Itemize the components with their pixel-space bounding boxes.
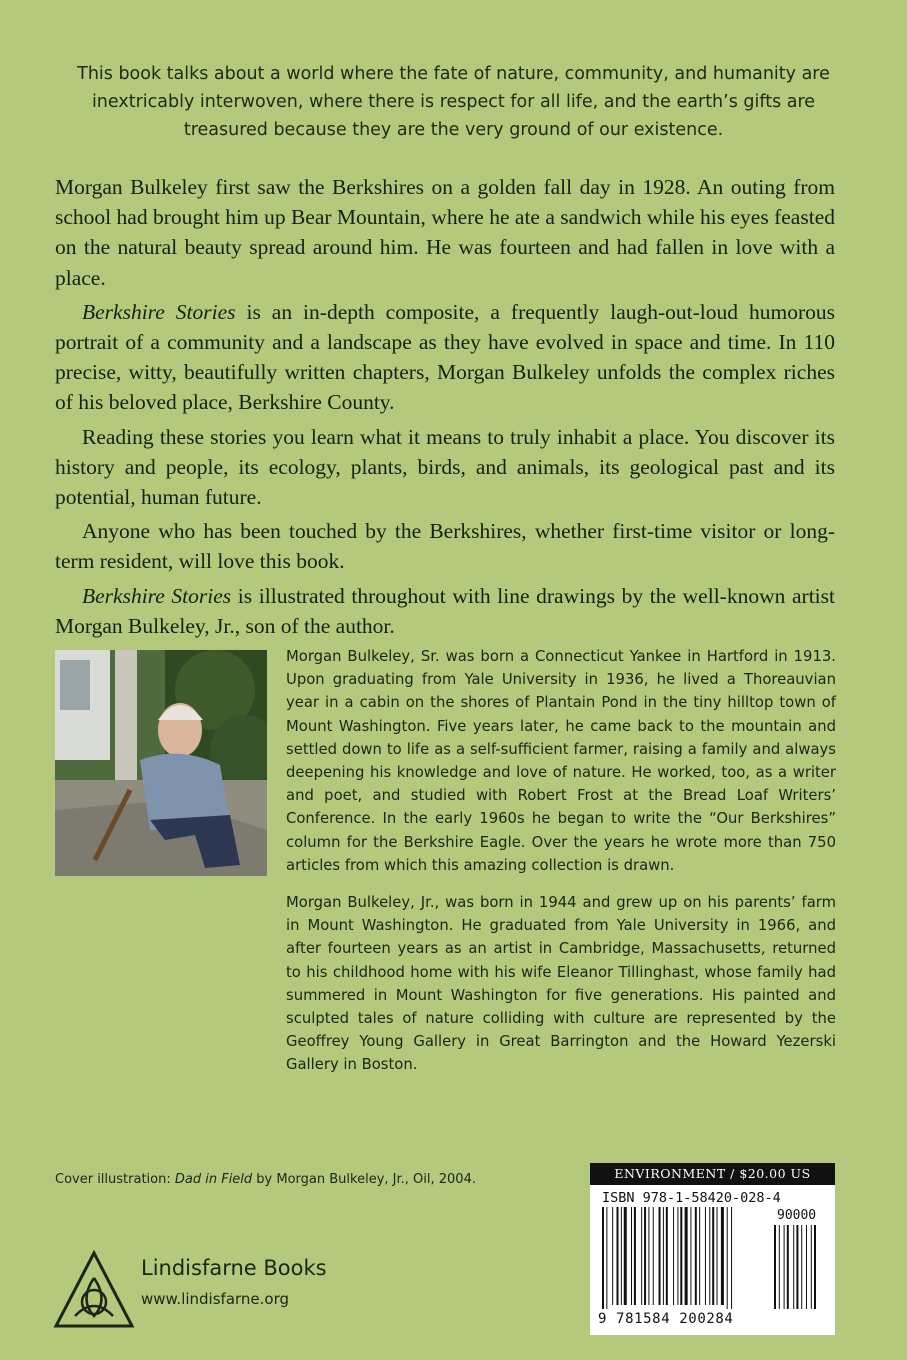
barcode-bar	[793, 1225, 794, 1309]
barcode-bar	[673, 1207, 674, 1305]
barcode-bar	[695, 1207, 697, 1305]
description-paragraph-3: Reading these stories you learn what it means to truly inhabit a place. You discover its history and people, its ecology, plants, birds, and animals, its geological past and its potential, human future.	[55, 424, 835, 510]
price-addon-code: 90000	[777, 1208, 817, 1223]
book-title: Berkshire Stories	[82, 299, 236, 324]
barcode-bar	[784, 1225, 785, 1309]
paragraph-text: is illustrated throughout with line drawings by the well-known artist Morgan Bulkeley, Jr., son of the author.	[55, 583, 835, 638]
barcode-bar	[631, 1207, 632, 1305]
barcode-bar	[663, 1207, 664, 1305]
barcode-bar	[641, 1207, 642, 1305]
barcode-bar	[659, 1207, 661, 1305]
description-paragraph-1: Morgan Bulkeley first saw the Berkshires on a golden fall day in 1928. An outing from school had brought him up Bear Mountain, where he ate a sandwich while his eyes feasted on the natural beauty spread around him. He was fourteen and had fallen in love with a place.	[55, 175, 835, 290]
barcode-bar	[796, 1225, 798, 1309]
barcode-bar	[677, 1207, 678, 1305]
paragraph-text: is an in-depth composite, a frequently laugh-out-loud humorous portrait of a community and a landscape as they have evolved in space and time. In 110 precise, witty, beautifully written chapters, Morgan Bulkeley unfolds the complex riches of his beloved place, Berkshire County.	[55, 299, 835, 415]
barcode-panel	[590, 1163, 835, 1335]
barcode-bar	[712, 1207, 714, 1305]
tagline: This book talks about a world where the fate of nature, community, and humanity are inextricably interwoven, where there is respect for all life, and the earth’s gifts are treasured because they are the very ground of our existence.	[77, 64, 830, 140]
bio-senior: Morgan Bulkeley, Sr. was born a Connecticut Yankee in Hartford in 1913. Upon graduating from Yale University in 1936, he lived a Thoreauvian year in a cabin on the shores of Plantain Pond in the tiny hilltop town of Mount Washington. Five years later, he came back to the mountain and settled down to life as a self-sufficient farmer, raising a family and always deepening his knowledge and love of nature. He worked, too, as a writer and poet, and studied with Robert Frost at the Bread Loaf Writers’ Conference. In the early 1960s he began to write the “Our Berkshires” column for the Berkshire Eagle. Over the years he wrote more than 750 articles from which this amazing collection is drawn.	[286, 648, 836, 874]
barcode-bar	[685, 1207, 688, 1305]
barcode-bar	[814, 1225, 816, 1309]
description	[55, 172, 835, 645]
barcode-bar	[634, 1207, 636, 1305]
barcode-bar	[690, 1207, 691, 1305]
barcode-bar	[774, 1225, 776, 1309]
publisher-logo-icon	[53, 1250, 135, 1330]
barcode-bar	[721, 1207, 724, 1305]
description-paragraph-4: Anyone who has been touched by the Berkshires, whether first-time visitor or long-term resident, will love this book.	[55, 519, 835, 574]
barcode-bar	[806, 1225, 807, 1309]
author-bios	[286, 645, 836, 1091]
publisher-name: Lindisfarne Books	[141, 1256, 327, 1280]
barcode-bar	[666, 1207, 668, 1305]
barcode-bar	[705, 1207, 706, 1305]
barcode-bar	[779, 1225, 780, 1309]
ean-number: 9 781584 200284	[598, 1311, 734, 1327]
barcode-bar	[727, 1207, 728, 1309]
bio-junior: Morgan Bulkeley, Jr., was born in 1944 and grew up on his parents’ farm in Mount Washington. He graduated from Yale University in 1966, and after fourteen years as an artist in Cambridge, Massachusetts, returned to his childhood home with his wife Eleanor Tillinghast, whose family had summered in Mount Washington for five generations. His painted and sculpted tales of nature colliding with culture are represented by the Geoffrey Young Gallery in Great Barrington and the Howard Yezerski Gallery in Boston.	[286, 894, 836, 1074]
category-price: ENVIRONMENT / $20.00 US	[590, 1163, 835, 1185]
barcode-bar	[624, 1207, 627, 1305]
barcode-bar	[801, 1225, 802, 1309]
publisher	[53, 1250, 333, 1330]
credit-title: Dad in Field	[174, 1172, 253, 1187]
barcode-bars	[590, 1163, 835, 1335]
barcode-bar	[648, 1207, 649, 1305]
barcode-bar	[612, 1207, 613, 1305]
description-paragraph-5	[55, 581, 835, 641]
description-paragraph-2	[55, 297, 835, 418]
barcode-bar	[621, 1207, 622, 1305]
cover-credit	[55, 1172, 476, 1187]
barcode-bar	[699, 1207, 700, 1305]
publisher-url: www.lindisfarne.org	[141, 1290, 290, 1308]
author-photo	[55, 650, 267, 876]
barcode-bar	[680, 1207, 682, 1305]
barcode-bar	[606, 1207, 607, 1309]
credit-prefix: Cover illustration:	[55, 1172, 175, 1187]
barcode-bar	[787, 1225, 789, 1309]
book-title: Berkshire Stories	[82, 583, 232, 608]
barcode-bar	[602, 1207, 604, 1309]
barcode-bar	[709, 1207, 710, 1305]
barcode-bar	[731, 1207, 732, 1309]
barcode-bar	[617, 1207, 619, 1305]
credit-suffix: by Morgan Bulkeley, Jr., Oil, 2004.	[252, 1172, 476, 1187]
barcode-bar	[717, 1207, 718, 1305]
barcode-bar	[811, 1225, 812, 1309]
isbn-text: ISBN 978-1-58420-028-4	[602, 1190, 781, 1206]
barcode-bar	[644, 1207, 646, 1305]
barcode-bar	[653, 1207, 654, 1305]
